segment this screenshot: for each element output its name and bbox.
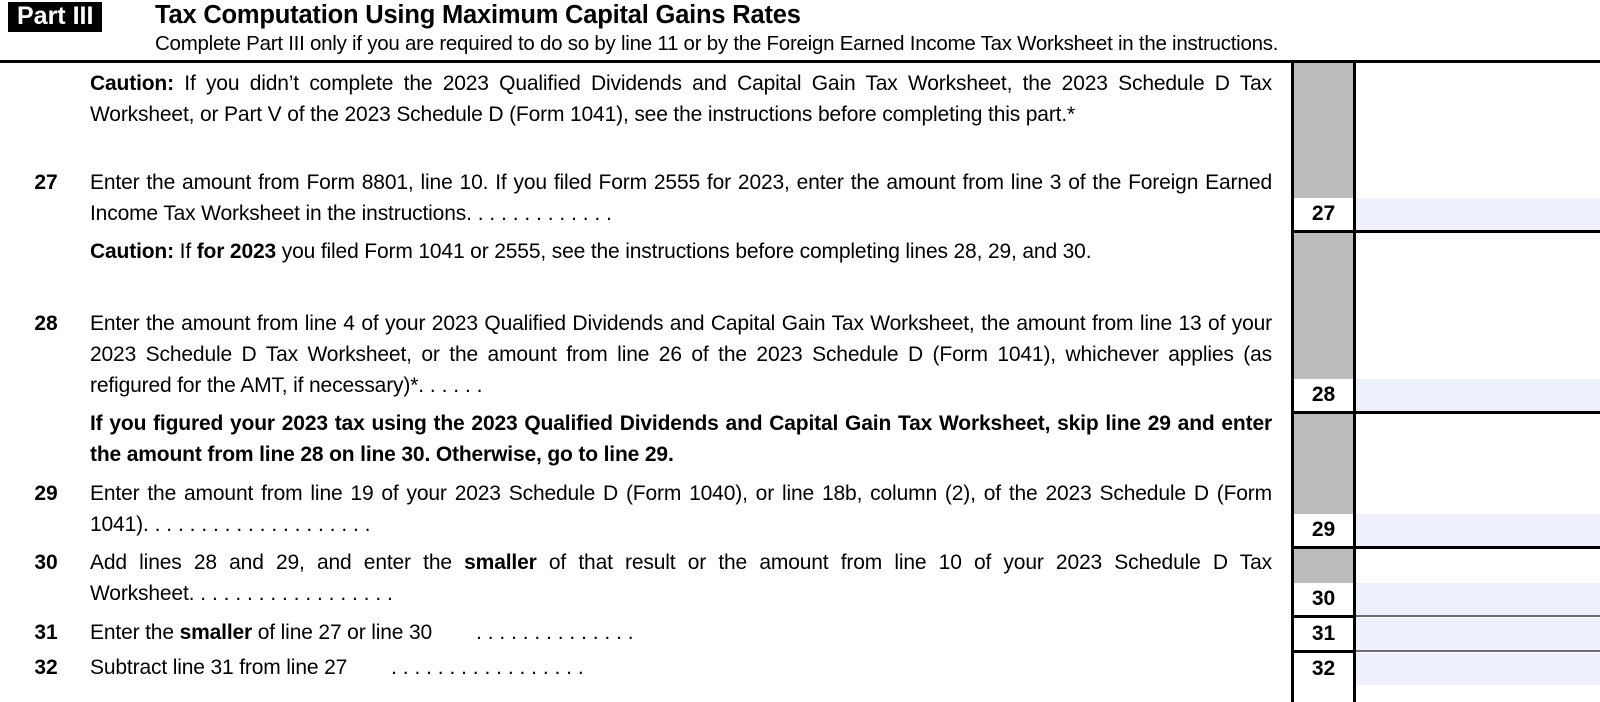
part-header [0,0,1600,62]
caution-block-2 [0,236,1600,298]
leader-dots-30: . . . . . . . . . . . . . . . . . . [188,582,393,605]
bold-instruction-block [0,408,1600,470]
line-text-28 [90,308,1272,401]
line-27-body: Enter the amount from Form 8801, line 10. If you filed Form 2555 for 2023, enter the amount from line 3 of the Foreign Earned Income Tax Worksheet in the instructions [90,171,1272,225]
row-divider-31-box [1291,650,1356,653]
amount-field-28[interactable] [1356,379,1600,411]
caution-2-mid: If [173,240,197,263]
leader-dots-32: . . . . . . . . . . . . . . . . . [391,656,584,679]
caution-1-text [90,68,1272,130]
leader-dots-28: . . . . . . [418,374,483,397]
gray-filler-28 [1294,233,1353,379]
line-text-32 [90,652,1272,683]
page-title: Tax Computation Using Maximum Capital Gains Rates [155,1,801,29]
bold-instruction-text: If you figured your 2023 tax using the 2023 Qualified Dividends and Capital Gain Tax Worksheet, skip line 29 and enter the amount from line 28 on line 30. Otherwise, go to line 29. [90,412,1272,466]
line-30-pre: Add lines 28 and 29, and enter the [90,551,465,574]
line-31-pre: Enter the [90,621,180,644]
caution-block-1 [0,68,1600,161]
amount-field-27[interactable] [1356,198,1600,230]
line-31-post: of line 27 or line 30 [252,621,433,644]
line-text-30 [90,547,1272,609]
line-28-body: Enter the amount from line 4 of your 2023 Qualified Dividends and Capital Gain Tax Worksheet, the amount from line 13 of your 2023 Schedule D Tax Worksheet, or the amount from line 26 of the 2023 Schedule D (Form 1041), whichever applies (as refigured for the AMT, if necessary)* [90,312,1272,397]
amount-field-31[interactable] [1356,618,1600,650]
caution-1-body: If you didn’t complete the 2023 Qualified Dividends and Capital Gain Tax Worksheet, the 2023 Schedule D Tax Worksheet, or Part V of the 2023 Schedule D (Form 1041), see the instructions before completing this part.* [90,72,1272,126]
gray-filler-30 [1294,549,1353,583]
line-30-post: of that result or the amount from line 10 of your 2023 Schedule D Tax Worksheet [90,551,1273,605]
line-29-body: Enter the amount from line 19 of your 2023 Schedule D (Form 1040), or line 18b, column (2), of the 2023 Schedule D (Form 1041) [90,482,1272,536]
line-number-box-27: 27 [1294,198,1353,230]
line-label-29: 29 [34,482,58,505]
line-label-30: 30 [34,551,58,574]
line-text-27 [90,167,1272,229]
line-31-emphasis: smaller [179,621,253,644]
line-number-box-29: 29 [1294,514,1353,546]
form-body [0,63,1600,702]
column-rule-left [1291,63,1294,702]
leader-dots-27: . . . . . . . . . . . . . [466,202,612,225]
line-number-box-30: 30 [1294,583,1353,615]
leader-dots-31: . . . . . . . . . . . . . . [476,621,634,644]
row-divider-30-box [1291,615,1356,618]
caution-2-rest: you filed Form 1041 or 2555, see the instructions before completing lines 28, 29, and 30. [276,240,1092,263]
row-divider-27 [1291,230,1600,233]
gray-filler-29 [1294,414,1353,514]
row-divider-28 [1291,411,1600,414]
line-30-emphasis: smaller [464,551,537,574]
caution-2-text [90,236,1272,267]
line-label-28: 28 [34,312,58,335]
caution-1-label: Caution: [90,72,174,95]
row-divider-29 [1291,546,1600,549]
amount-field-29[interactable] [1356,514,1600,546]
line-label-31: 31 [34,621,58,644]
line-number-box-31: 31 [1294,618,1353,650]
line-text-31 [90,617,1272,648]
line-label-27: 27 [34,171,58,194]
column-rule-right [1353,63,1356,702]
line-32-body: Subtract line 31 from line 27 [90,656,348,679]
gray-filler-27 [1294,63,1353,216]
line-label-32: 32 [34,656,58,679]
line-text-29 [90,478,1272,540]
amount-field-32[interactable] [1356,653,1600,685]
amount-field-30[interactable] [1356,583,1600,615]
part-subtitle: Complete Part III only if you are required to do so by line 11 or by the Foreign Earned Income Tax Worksheet in the instructions. [155,32,1279,55]
line-number-box-32: 32 [1294,653,1353,685]
part-number-badge: Part III [8,2,102,32]
caution-2-bold-phrase: for 2023 [196,240,277,263]
line-number-box-28: 28 [1294,379,1353,411]
caution-2-label: Caution: [90,240,174,263]
leader-dots-29: . . . . . . . . . . . . . . . . . . . . [142,513,371,536]
